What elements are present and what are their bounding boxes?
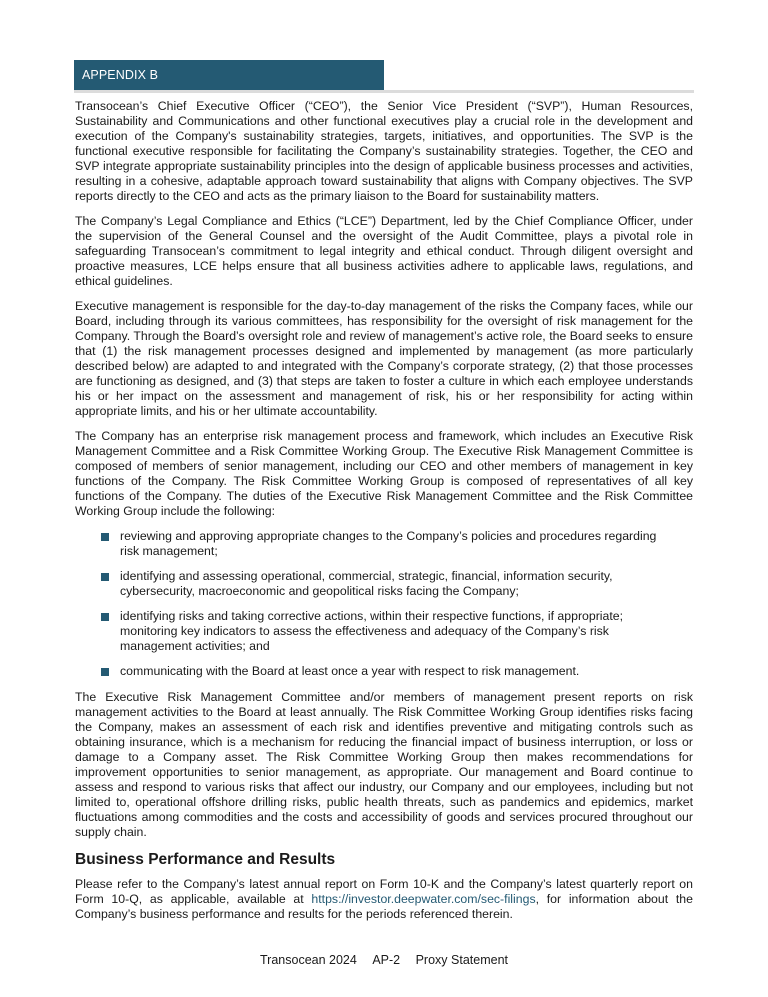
list-item: [75, 664, 693, 679]
duties-list: [75, 529, 693, 679]
square-bullet-icon: [101, 573, 109, 581]
footer-page-number: AP-2: [372, 953, 401, 967]
footer-document-title: Proxy Statement: [415, 953, 508, 967]
paragraph-risk-reports: The Executive Risk Management Committee and/or members of management present reports on risk management activities to the Board at least annually. The Risk Committee Working Group identifies risks facing the Company, makes an assessment of each risk and identifies preventive and mitigating controls such as obtaining insurance, which is a mechanism for reducing the financial impact of business interruption, or loss or damage to a Company asset. The Risk Committee Working Group then makes recommendations for improvement opportunities to senior management, as appropriate. Our management and Board continue to assess and respond to various risks that affect our industry, our Company and our employees, including but not limited to, operational offshore drilling risks, public health threats, such as pandemics and epidemics, market fluctuations among commodities and the costs and accessibility of goods and services procured throughout our supply chain.: [75, 690, 693, 839]
paragraph-erm-framework: The Company has an enterprise risk management process and framework, which includes an Executive Risk Management Committee and a Risk Committee Working Group. The Executive Risk Management Committee is composed of members of senior management, including our CEO and other members of management in key functions of the Company. The Risk Committee Working Group is composed of representatives of all key functions of the Company. The duties of the Executive Risk Management Committee and the Risk Committee Working Group include the following:: [75, 429, 693, 518]
page-content: [75, 99, 693, 932]
section-heading: Business Performance and Results: [75, 851, 336, 868]
paragraph-lce: The Company’s Legal Compliance and Ethics (“LCE”) Department, led by the Chief Compliance Officer, under the supervision of the General Counsel and the oversight of the Audit Committee, plays a pivotal role in safeguarding Transocean’s commitment to legal integrity and ethical conduct. Through diligent oversight and proactive measures, LCE helps ensure that all business activities adhere to applicable laws, regulations, and ethical guidelines.: [75, 214, 693, 288]
list-item: [75, 609, 693, 654]
header-divider: [74, 90, 694, 93]
text-before-link: Please refer to the Company’s latest annual report on Form 10-K and the Company’s latest quarterly report on Form 10-Q, as applicable, available at: [75, 877, 693, 906]
sec-filings-link[interactable]: https://investor.deepwater.com/sec-filings: [311, 892, 536, 906]
list-item: [75, 529, 693, 559]
square-bullet-icon: [101, 533, 109, 541]
appendix-header: APPENDIX B: [74, 60, 384, 91]
square-bullet-icon: [101, 668, 109, 676]
list-item-text: identifying risks and taking corrective actions, within their respective functions, if appropriate; monitoring key indicators to assess the effectiveness and adequacy of the Company’s risk management activities; and: [120, 609, 624, 653]
text-after-link: , for information about the Company’s business performance and results for the periods referenced therein.: [75, 892, 693, 921]
paragraph-risk-oversight: Executive management is responsible for the day-to-day management of the risks the Company faces, while our Board, including through its various committees, has responsibility for the oversight of risk management for the Company. Through the Board’s oversight role and review of management’s active role, the Board seeks to ensure that (1) the risk management processes designed and implemented by management (as more particularly described below) are adapted to and integrated with the Company’s corporate strategy, (2) that those processes are functioning as designed, and (3) that steps are taken to foster a culture in which each employee understands his or her impact on the assessment and management of risk, his or her responsibility for acting within appropriate limits, and his or her ultimate accountability.: [75, 299, 693, 418]
list-item-text: reviewing and approving appropriate changes to the Company’s policies and procedures regarding risk management;: [120, 529, 657, 558]
paragraph-business-performance: [75, 877, 693, 922]
page-footer: [0, 953, 768, 967]
list-item-text: identifying and assessing operational, commercial, strategic, financial, information security, cybersecurity, macroeconomic and geopolitical risks facing the Company;: [120, 569, 613, 598]
list-item: [75, 569, 693, 599]
footer-company: Transocean 2024: [260, 953, 357, 967]
paragraph-sustainability: Transocean’s Chief Executive Officer (“CEO”), the Senior Vice President (“SVP”), Human Resources, Sustainability and Communications and other functional executives play a crucial role in the development and execution of the Company's sustainability strategies, targets, initiatives, and opportunities. The SVP is the functional executive responsible for facilitating the Company’s sustainability strategies. Together, the CEO and SVP integrate appropriate sustainability principles into the design of applicable business processes and activities, resulting in a cohesive, adaptable approach toward sustainability that aligns with Company objectives. The SVP reports directly to the CEO and acts as the primary liaison to the Board for sustainability matters.: [75, 99, 693, 203]
square-bullet-icon: [101, 613, 109, 621]
list-item-text: communicating with the Board at least once a year with respect to risk management.: [120, 664, 580, 678]
